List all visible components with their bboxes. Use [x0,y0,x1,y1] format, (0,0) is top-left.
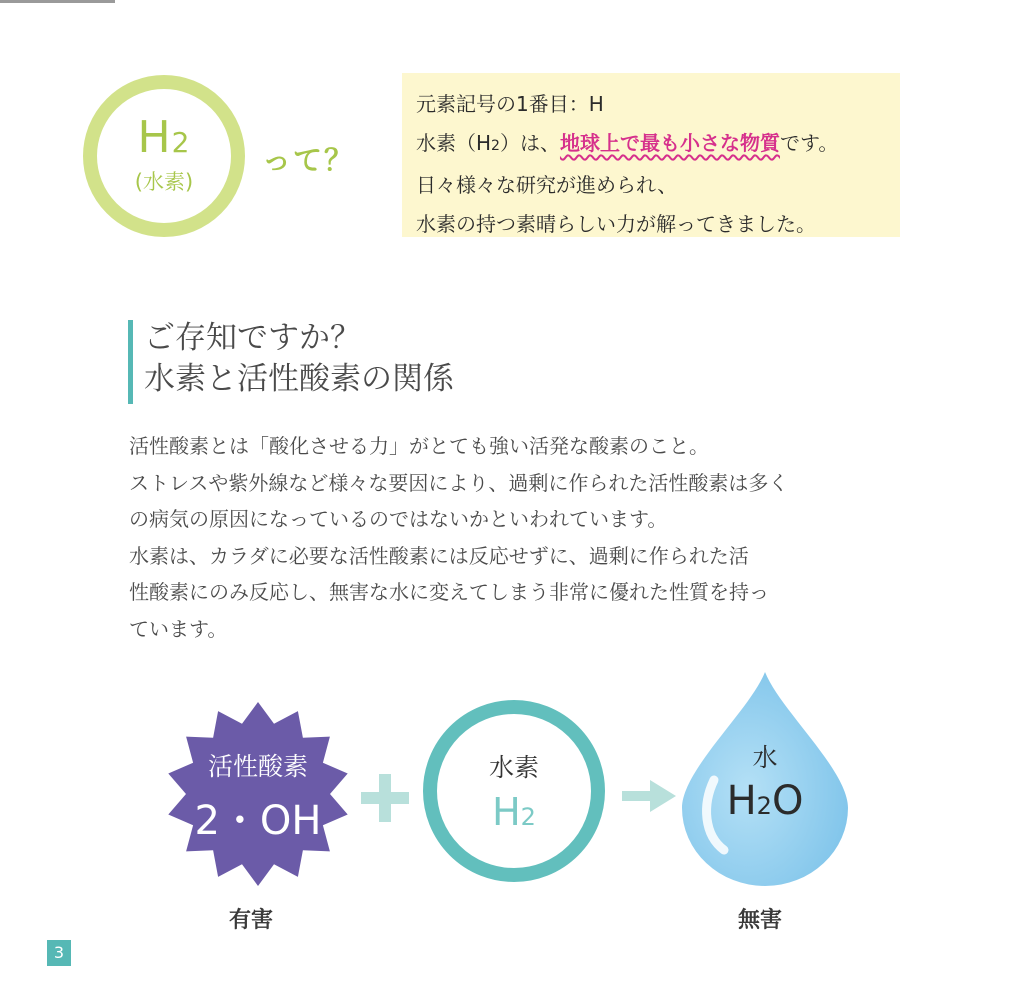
page-number: 3 [47,940,71,966]
harmless-caption: 無害 [738,908,783,933]
info-line-4: 水素の持つ素晴らしい力が解ってきました。 [416,212,816,236]
info-line-2: 水素（H2）は、地球上で最も小さな物質です。 [416,131,839,155]
body-line: 水素は、カラダに必要な活性酸素には反応せずに、過剰に作られた活 [129,543,749,568]
info-box [402,73,900,237]
harmful-caption: 有害 [229,908,274,933]
body-line: 性酸素にのみ反応し、無害な水に変えてしまう非常に優れた性質を持っ [129,580,769,604]
body-line: 活性酸素とは「酸化させる力」がとても強い活発な酸素のこと。 [129,434,709,458]
h2-circle-badge [83,75,245,237]
body-paragraph [129,428,909,647]
section-title-line-2: 水素と活性酸素の関係 [144,361,454,397]
body-line: の病気の原因になっているのではないかといわれています。 [129,507,668,531]
info-line-1: 元素記号の1番目：H [416,92,604,116]
h2-kanji: (水素) [134,170,194,194]
arrow-right-icon [622,778,678,814]
plus-icon [357,770,413,826]
section-title-line-1: ご存知ですか？ [144,320,361,356]
h2-symbol: H2 [137,112,191,163]
water-formula: H2O [726,778,804,824]
active-oxygen-formula: 2・OH [194,797,322,844]
top-edge-bar [0,0,115,3]
active-oxygen-label: 活性酸素 [207,751,308,781]
water-label-group [680,738,850,824]
water-label: 水 [752,743,778,772]
section-title [144,318,454,400]
hydrogen-formula: H2 [492,790,536,834]
active-oxygen-label-group [160,700,356,888]
hydrogen-ring [423,700,605,882]
body-line: ストレスや紫外線など様々な要因により、過剰に作られた活性酸素は多く [129,470,789,495]
info-line-3: 日々様々な研究が進められ、 [416,173,678,197]
highlight-text: 地球上で最も小さな物質 [559,131,780,155]
hydrogen-label: 水素 [488,753,539,782]
intro-question: って？ [262,143,356,177]
title-accent-bar [128,320,133,404]
body-line: ています。 [129,616,228,641]
